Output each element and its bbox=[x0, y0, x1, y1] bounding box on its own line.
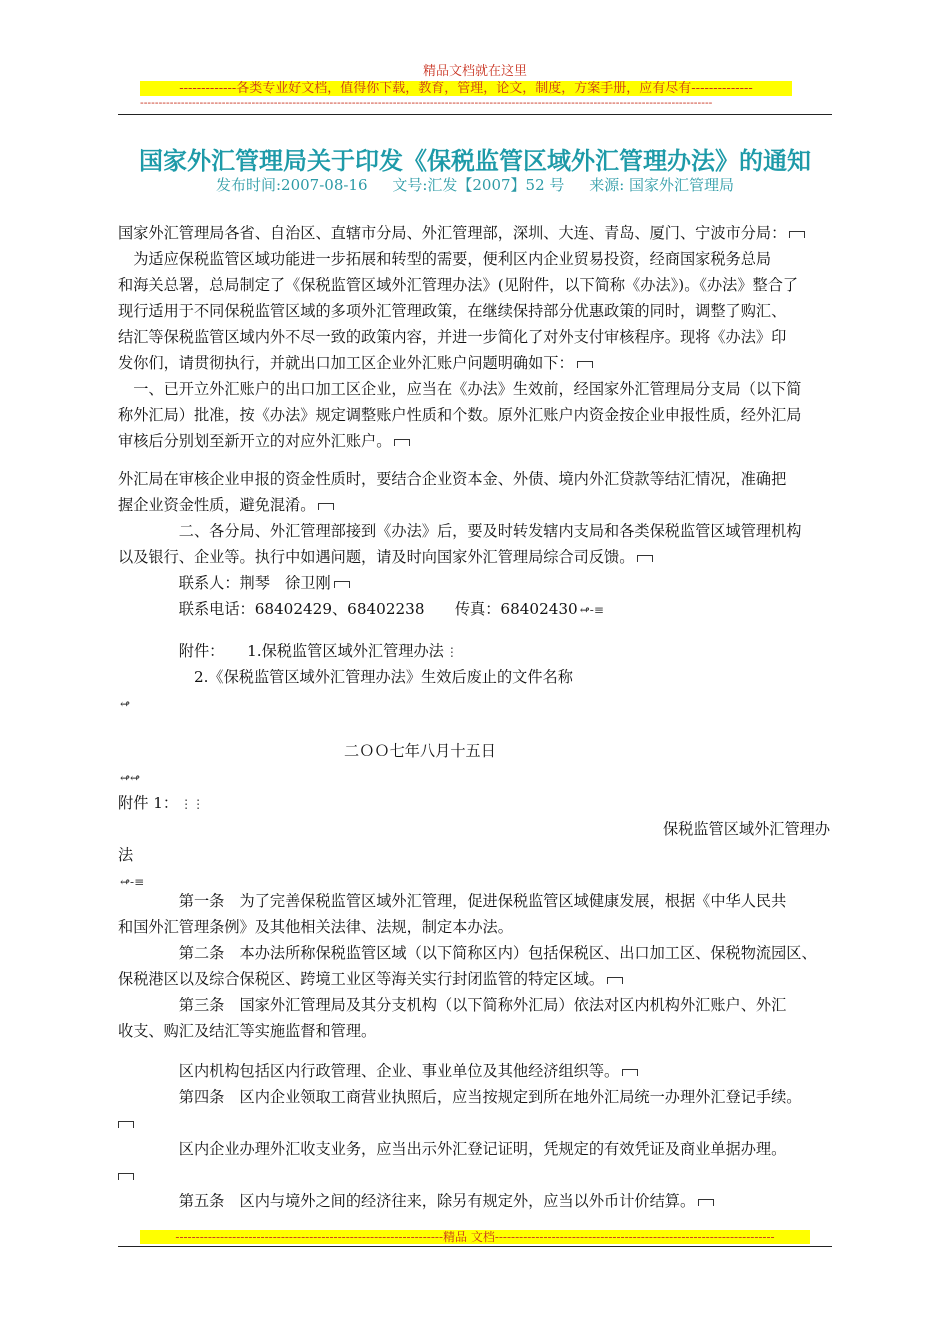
attachment-line: 附件： 1.保税监管区域外汇管理办法 ⋮ bbox=[118, 642, 458, 660]
return-mark-icon bbox=[607, 977, 623, 984]
document-number: 文号:汇发【2007】52 号 bbox=[392, 176, 565, 194]
attachment-line: 2.《保税监管区域外汇管理办法》生效后废止的文件名称 bbox=[118, 668, 573, 686]
return-mark-icon bbox=[637, 555, 653, 562]
articles bbox=[118, 1058, 834, 1214]
paragraph-line: 称外汇局）批准，按《办法》规定调整账户性质和个数。原外汇账户内资金按企业申报性质，经外汇局 bbox=[118, 406, 802, 424]
article-line: 和国外汇管理条例》及其他相关法律、法规，制定本办法。 bbox=[118, 918, 513, 936]
return-mark-icon bbox=[334, 581, 350, 588]
formatting-mark-icon: ⋮⋮ bbox=[180, 797, 205, 811]
body-text bbox=[118, 220, 834, 454]
formatting-mark-line bbox=[118, 690, 834, 716]
contact-line: 联系人：荆琴 徐卫刚 bbox=[118, 570, 834, 596]
attachment-1-title: 保税监管区域外汇管理办 bbox=[662, 820, 830, 838]
paragraph-line: 现行适用于不同保税监管区域的多项外汇管理政策，在继续保持部分优惠政策的同时，调整了购汇、 bbox=[118, 302, 787, 320]
addressee-line: 国家外汇管理局各省、自治区、直辖市分局、外汇管理部，深圳、大连、青岛、厦门、宁波市分局： bbox=[118, 220, 834, 246]
formatting-mark-line bbox=[118, 1162, 834, 1188]
paragraph-line: 发你们，请贯彻执行，并就出口加工区企业外汇账户问题明确如下： bbox=[118, 350, 834, 376]
paragraph-line: 结汇等保税监管区域内外不尽一致的政策内容，并进一步简化了对外支付审核程序。现将《办法》印 bbox=[118, 328, 787, 346]
footer-banner: ------------------------------------------------------------------精品 文档--------------------------------------------------------------------- bbox=[140, 1230, 810, 1244]
article-line: 区内机构包括区内行政管理、企业、事业单位及其他经济组织等。 bbox=[118, 1058, 834, 1084]
articles bbox=[118, 888, 834, 1044]
article-line: 第四条 区内企业领取工商营业执照后，应当按规定到所在地外汇局统一办理外汇登记手续。 bbox=[118, 1088, 802, 1106]
article-line: 第二条 本办法所称保税监管区域（以下简称区内）包括保税区、出口加工区、保税物流园区、 bbox=[118, 944, 817, 962]
return-mark-icon bbox=[577, 361, 593, 368]
article-line: 第五条 区内与境外之间的经济往来，除另有规定外，应当以外币计价结算。 bbox=[118, 1188, 834, 1214]
paragraph-line: 为适应保税监管区域功能进一步拓展和转型的需要，便利区内企业贸易投资，经商国家税务总局 bbox=[118, 250, 772, 268]
header-rule bbox=[118, 114, 832, 115]
paragraph-line: 和海关总署，总局制定了《保税监管区域外汇管理办法》(见附件，以下简称《办法》)。《办法》整合了 bbox=[118, 276, 799, 294]
return-mark-icon bbox=[318, 503, 334, 510]
article-line: 区内企业办理外汇收支业务，应当出示外汇登记证明，凭规定的有效凭证及商业单据办理。 bbox=[118, 1140, 787, 1158]
article-line: 收支、购汇及结汇等实施监督和管理。 bbox=[118, 1022, 377, 1040]
formatting-mark-line bbox=[118, 764, 834, 790]
return-mark-icon bbox=[118, 1173, 134, 1180]
return-mark-icon bbox=[394, 439, 410, 446]
formatting-mark-icon: ↫↫ bbox=[120, 771, 141, 785]
paragraph-line: 握企业资金性质，避免混淆。 bbox=[118, 492, 834, 518]
attachment-list bbox=[118, 638, 834, 716]
phone-line: 联系电话：68402429、68402238 传真：68402430 ↫-≡ bbox=[118, 600, 604, 618]
formatting-mark-icon: ↫-≡ bbox=[120, 875, 145, 889]
formatting-mark-icon: ⋮ bbox=[445, 645, 458, 659]
formatting-mark-line bbox=[118, 1110, 834, 1136]
formatting-mark-icon: ↫ bbox=[120, 697, 131, 711]
paragraph-line: 审核后分别划至新开立的对应外汇账户。 bbox=[118, 428, 834, 454]
document-source: 来源: 国家外汇管理局 bbox=[589, 176, 735, 194]
document-title: 国家外汇管理局关于印发《保税监管区域外汇管理办法》的通知 bbox=[139, 146, 811, 175]
header-banner-title: 精品文档就在这里 bbox=[422, 64, 527, 79]
article-line: 第三条 国家外汇管理局及其分支机构（以下简称外汇局）依法对区内机构外汇账户、外汇 bbox=[118, 996, 787, 1014]
footer-rule bbox=[118, 1246, 832, 1247]
article-line: 保税港区以及综合保税区、跨境工业区等海关实行封闭监管的特定区域。 bbox=[118, 966, 834, 992]
return-mark-icon bbox=[698, 1199, 714, 1206]
attachment-1-title-cont: 法 bbox=[118, 846, 134, 864]
header-banner-tagline: -------------各类专业好文档，值得你下载，教育，管理，论文，制度，方案手册，应有尽有-------------- bbox=[140, 81, 792, 96]
document-meta bbox=[0, 176, 950, 194]
attachment-1 bbox=[118, 764, 834, 894]
signature-date: 二ＯＯ七年八月十五日 bbox=[344, 742, 496, 760]
paragraph-line: 二、各分局、外汇管理部接到《办法》后，要及时转发辖内支局和各类保税监管区域管理机构 bbox=[118, 522, 802, 540]
attachment-1-label: 附件 1： ⋮⋮ bbox=[118, 794, 205, 812]
article-line: 第一条 为了完善保税监管区域外汇管理，促进保税监管区域健康发展，根据《中华人民共 bbox=[118, 892, 787, 910]
header-dashed-line: ---------------------------------------------------------------------------------------------------------------------------------------------------------- bbox=[140, 97, 713, 108]
body-text bbox=[118, 466, 834, 622]
formatting-mark-icon: ↫-≡ bbox=[579, 603, 604, 617]
publish-date: 发布时间:2007-08-16 bbox=[215, 176, 368, 194]
return-mark-icon bbox=[118, 1121, 134, 1128]
return-mark-icon bbox=[789, 231, 805, 238]
return-mark-icon bbox=[622, 1069, 638, 1076]
paragraph-line: 一、已开立外汇账户的出口加工区企业，应当在《办法》生效前，经国家外汇管理局分支局（以下简 bbox=[118, 380, 802, 398]
paragraph-line: 以及银行、企业等。执行中如遇问题，请及时向国家外汇管理局综合司反馈。 bbox=[118, 544, 834, 570]
paragraph-line: 外汇局在审核企业申报的资金性质时，要结合企业资本金、外债、境内外汇贷款等结汇情况，准确把 bbox=[118, 470, 787, 488]
